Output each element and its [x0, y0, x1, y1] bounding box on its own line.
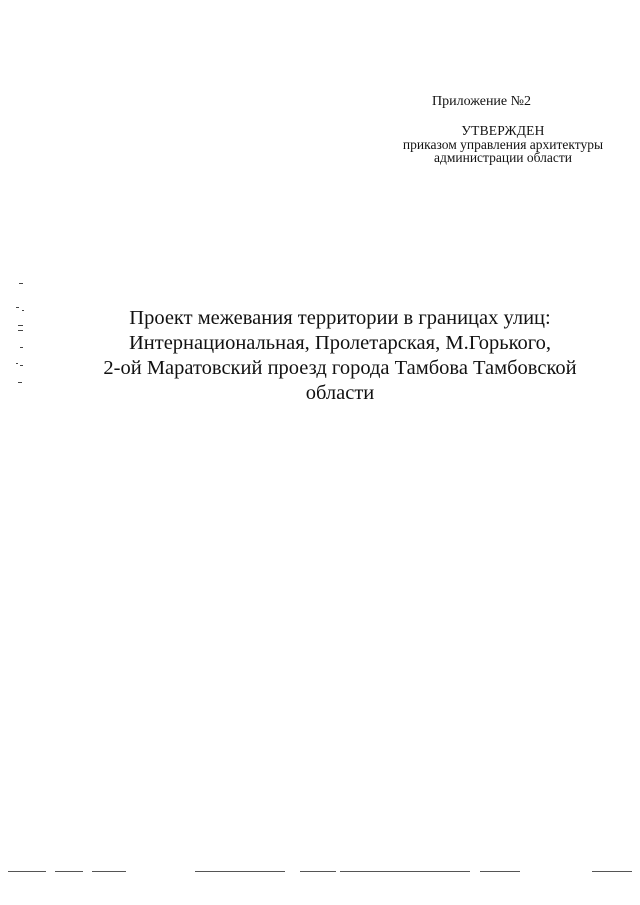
title-line-2: Интернациональная, Пролетарская, М.Горького,	[128, 332, 552, 354]
title-line-3: 2-ой Маратовский проезд города Тамбова Тамбовской	[103, 357, 577, 379]
title-line-4: области	[305, 382, 375, 404]
approval-stamp-block	[383, 124, 623, 165]
approved-line-1: приказом управления архитектуры	[402, 136, 604, 152]
title-line-1: Проект межевания территории в границах улиц:	[129, 307, 551, 329]
approved-line-2: администрации области	[433, 150, 573, 165]
document-title	[80, 306, 600, 406]
appendix-label: Приложение №2	[432, 94, 531, 109]
margin-scan-marks	[10, 283, 26, 393]
bottom-scan-line	[0, 871, 640, 874]
approved-title: УТВЕРЖДЕН	[461, 123, 545, 138]
